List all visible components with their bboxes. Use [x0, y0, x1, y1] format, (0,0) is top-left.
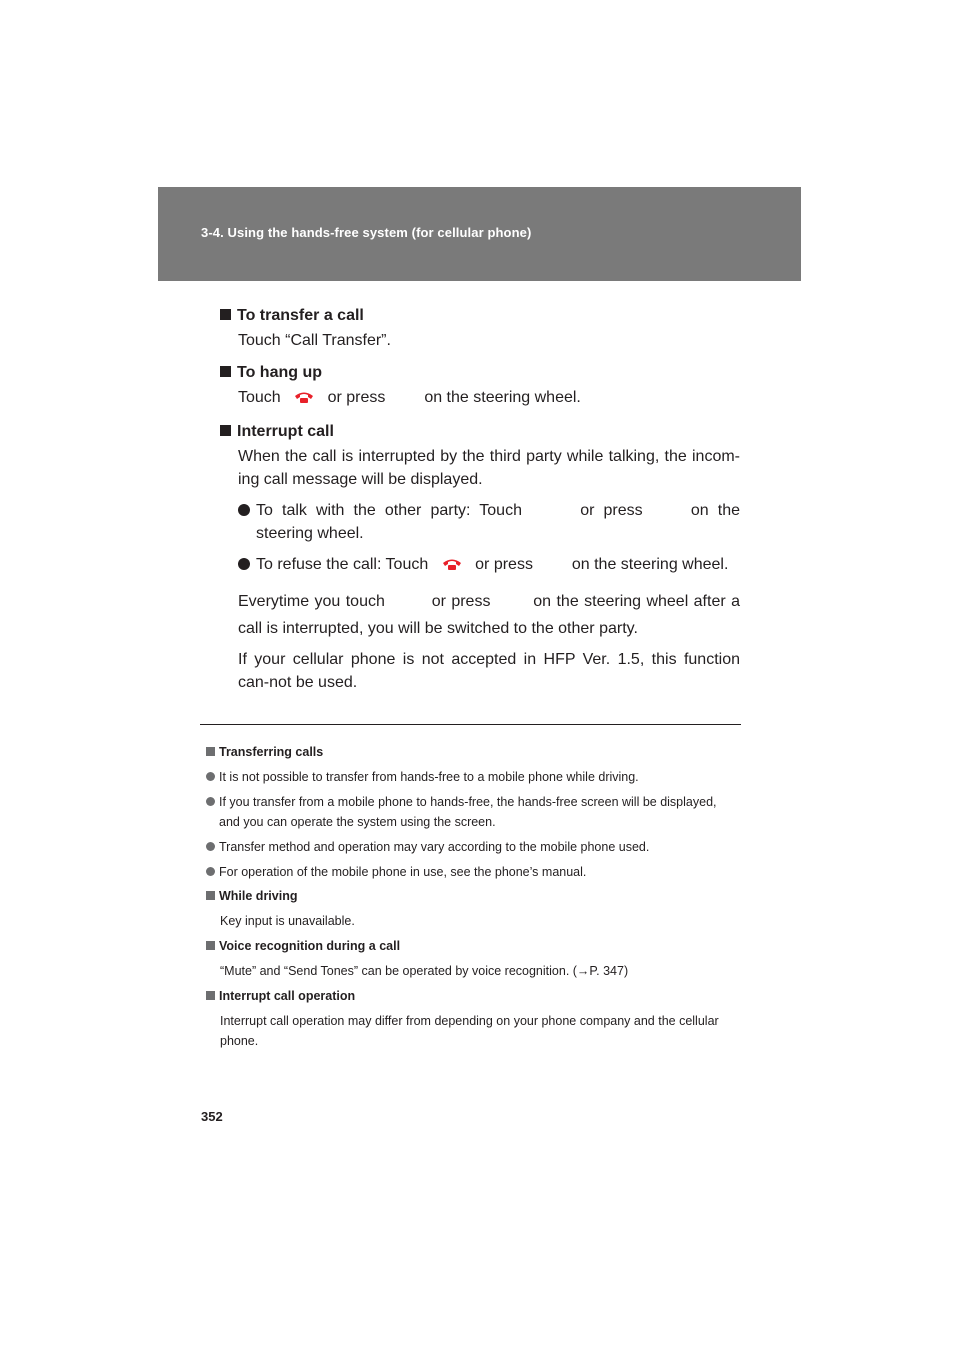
page-number: 352: [201, 1109, 223, 1124]
note-title: Interrupt call operation: [219, 989, 356, 1003]
section-text: If your cellular phone is not accepted in HFP Ver. 1.5, this function can-not be used.: [238, 651, 740, 691]
text-fragment: Touch: [238, 389, 281, 406]
main-content: [220, 305, 740, 704]
note-title: Transferring calls: [219, 745, 324, 759]
text-fragment: Everytime you touch: [238, 593, 385, 610]
square-bullet-icon: [206, 991, 215, 1000]
note-bullet-item: [206, 837, 736, 857]
bullet-dot-icon: [206, 772, 215, 781]
note-bullet-item: [206, 767, 736, 787]
notes-section: [206, 743, 736, 1057]
text-fragment: or press: [580, 502, 643, 519]
square-bullet-icon: [206, 747, 215, 756]
note-bullet-item: [206, 792, 736, 832]
chapter-header: [158, 187, 801, 281]
section-title: To hang up: [237, 364, 323, 381]
note-text: Transfer method and operation may vary according to the mobile phone used.: [219, 840, 650, 854]
text-fragment: To refuse the call: Touch: [256, 556, 429, 573]
note-text: “Mute” and “Send Tones” can be operated by voice recognition. (→P. 347): [220, 964, 629, 978]
note-bullet-item: [206, 862, 736, 882]
note-text: For operation of the mobile phone in use, see the phone’s manual.: [219, 865, 587, 879]
section-interrupt: [220, 421, 740, 694]
note-text: Key input is unavailable.: [220, 914, 355, 928]
text-fragment: or press: [475, 556, 533, 573]
bullet-dot-icon: [206, 867, 215, 876]
square-bullet-icon: [220, 366, 231, 377]
square-bullet-icon: [220, 309, 231, 320]
section-title: Interrupt call: [237, 423, 334, 440]
bullet-dot-icon: [238, 558, 250, 570]
section-text: When the call is interrupted by the third party while talking, the incom-ing call message will be displayed.: [238, 448, 740, 488]
text-fragment: on the steering wheel.: [424, 389, 581, 406]
section-transfer: [220, 305, 740, 352]
text-fragment: on the steering wheel after a call is interrupted, you will be switched to the other party.: [238, 593, 740, 637]
note-text: It is not possible to transfer from hands-free to a mobile phone while driving.: [219, 770, 639, 784]
bullet-dot-icon: [206, 842, 215, 851]
square-bullet-icon: [206, 941, 215, 950]
text-fragment: or press: [431, 593, 491, 610]
divider: [200, 724, 741, 725]
text-fragment: on the steering wheel.: [571, 556, 729, 573]
bullet-dot-icon: [238, 504, 250, 516]
note-text: Interrupt call operation may differ from depending on your phone company and the cellular phone.: [220, 1014, 719, 1048]
chapter-title: 3-4. Using the hands-free system (for cellular phone): [201, 225, 532, 240]
section-text: Touch “Call Transfer”.: [238, 332, 391, 349]
hang-up-phone-icon: [293, 388, 315, 411]
text-fragment: on the steering wheel.: [256, 502, 741, 542]
bullet-item: [238, 499, 740, 545]
bullet-item: [238, 553, 740, 578]
text-fragment: To talk with the other party: Touch: [256, 502, 522, 519]
hang-up-phone-icon: [441, 555, 463, 578]
square-bullet-icon: [206, 891, 215, 900]
note-text: If you transfer from a mobile phone to hands-free, the hands-free screen will be displayed, and you can operate the system using the screen.: [219, 795, 717, 829]
section-title: To transfer a call: [237, 307, 364, 324]
bullet-dot-icon: [206, 797, 215, 806]
section-hangup: [220, 362, 740, 411]
square-bullet-icon: [220, 425, 231, 436]
note-title: While driving: [219, 889, 298, 903]
text-fragment: or press: [327, 389, 386, 406]
note-title: Voice recognition during a call: [219, 939, 401, 953]
